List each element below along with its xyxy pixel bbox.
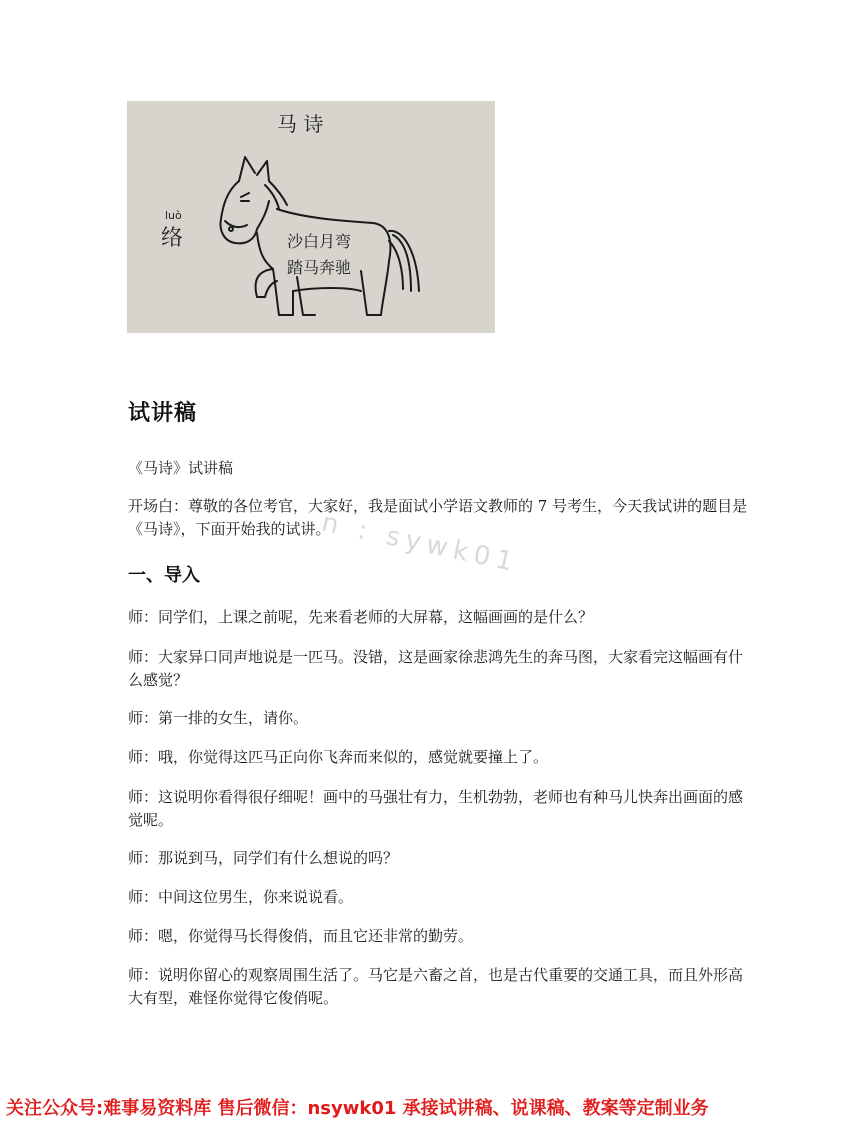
paragraph-1: 师：同学们，上课之前呢，先来看老师的大屏幕，这幅画画的是什么？ [128, 608, 594, 626]
paragraph-9: 师：说明你留心的观察周围生活了。马它是六畜之首，也是古代重要的交通工具，而且外形高大有型，难怪你觉得它俊俏呢。 [128, 966, 744, 1007]
paragraph-3: 师：第一排的女生，请你。 [128, 709, 309, 727]
drawing-pinyin: luò [165, 209, 182, 222]
drawing-line-1: 沙白月弯 [287, 232, 352, 251]
document-title: 《马诗》试讲稿 [128, 459, 234, 477]
horse-drawing [127, 101, 495, 333]
opening-paragraph: 开场白：尊敬的各位考官，大家好，我是面试小学语文教师的 7 号考生，今天我试讲的题目是《马诗》，下面开始我的试讲。 [128, 497, 748, 538]
promo-footer: 关注公众号:难事易资料库 售后微信：nsywk01 承接试讲稿、说课稿、教案等定制业务 [6, 1098, 709, 1119]
paragraph-8: 师：嗯，你觉得马长得俊俏，而且它还非常的勤劳。 [128, 927, 474, 945]
section-heading-intro: 一、导入 [128, 565, 200, 586]
paragraph-7: 师：中间这位男生，你来说说看。 [128, 888, 354, 906]
paragraph-6: 师：那说到马，同学们有什么想说的吗？ [128, 849, 399, 867]
watermark-text: n : sywk01 [319, 507, 522, 579]
page-heading: 试讲稿 [128, 401, 198, 426]
drawing-title: 马 诗 [277, 112, 324, 136]
drawing-character: 络 [161, 226, 184, 251]
drawing-line-2: 踏马奔驰 [287, 258, 352, 277]
paragraph-4: 师：哦，你觉得这匹马正向你飞奔而来似的，感觉就要撞上了。 [128, 748, 549, 766]
paragraph-2: 师：大家异口同声地说是一匹马。没错，这是画家徐悲鸿先生的奔马图，大家看完这幅画有什么感觉？ [128, 648, 744, 689]
blackboard-drawing-photo [127, 101, 495, 333]
paragraph-5: 师：这说明你看得很仔细呢！画中的马强壮有力，生机勃勃，老师也有种马儿快奔出画面的感觉呢。 [128, 788, 744, 829]
